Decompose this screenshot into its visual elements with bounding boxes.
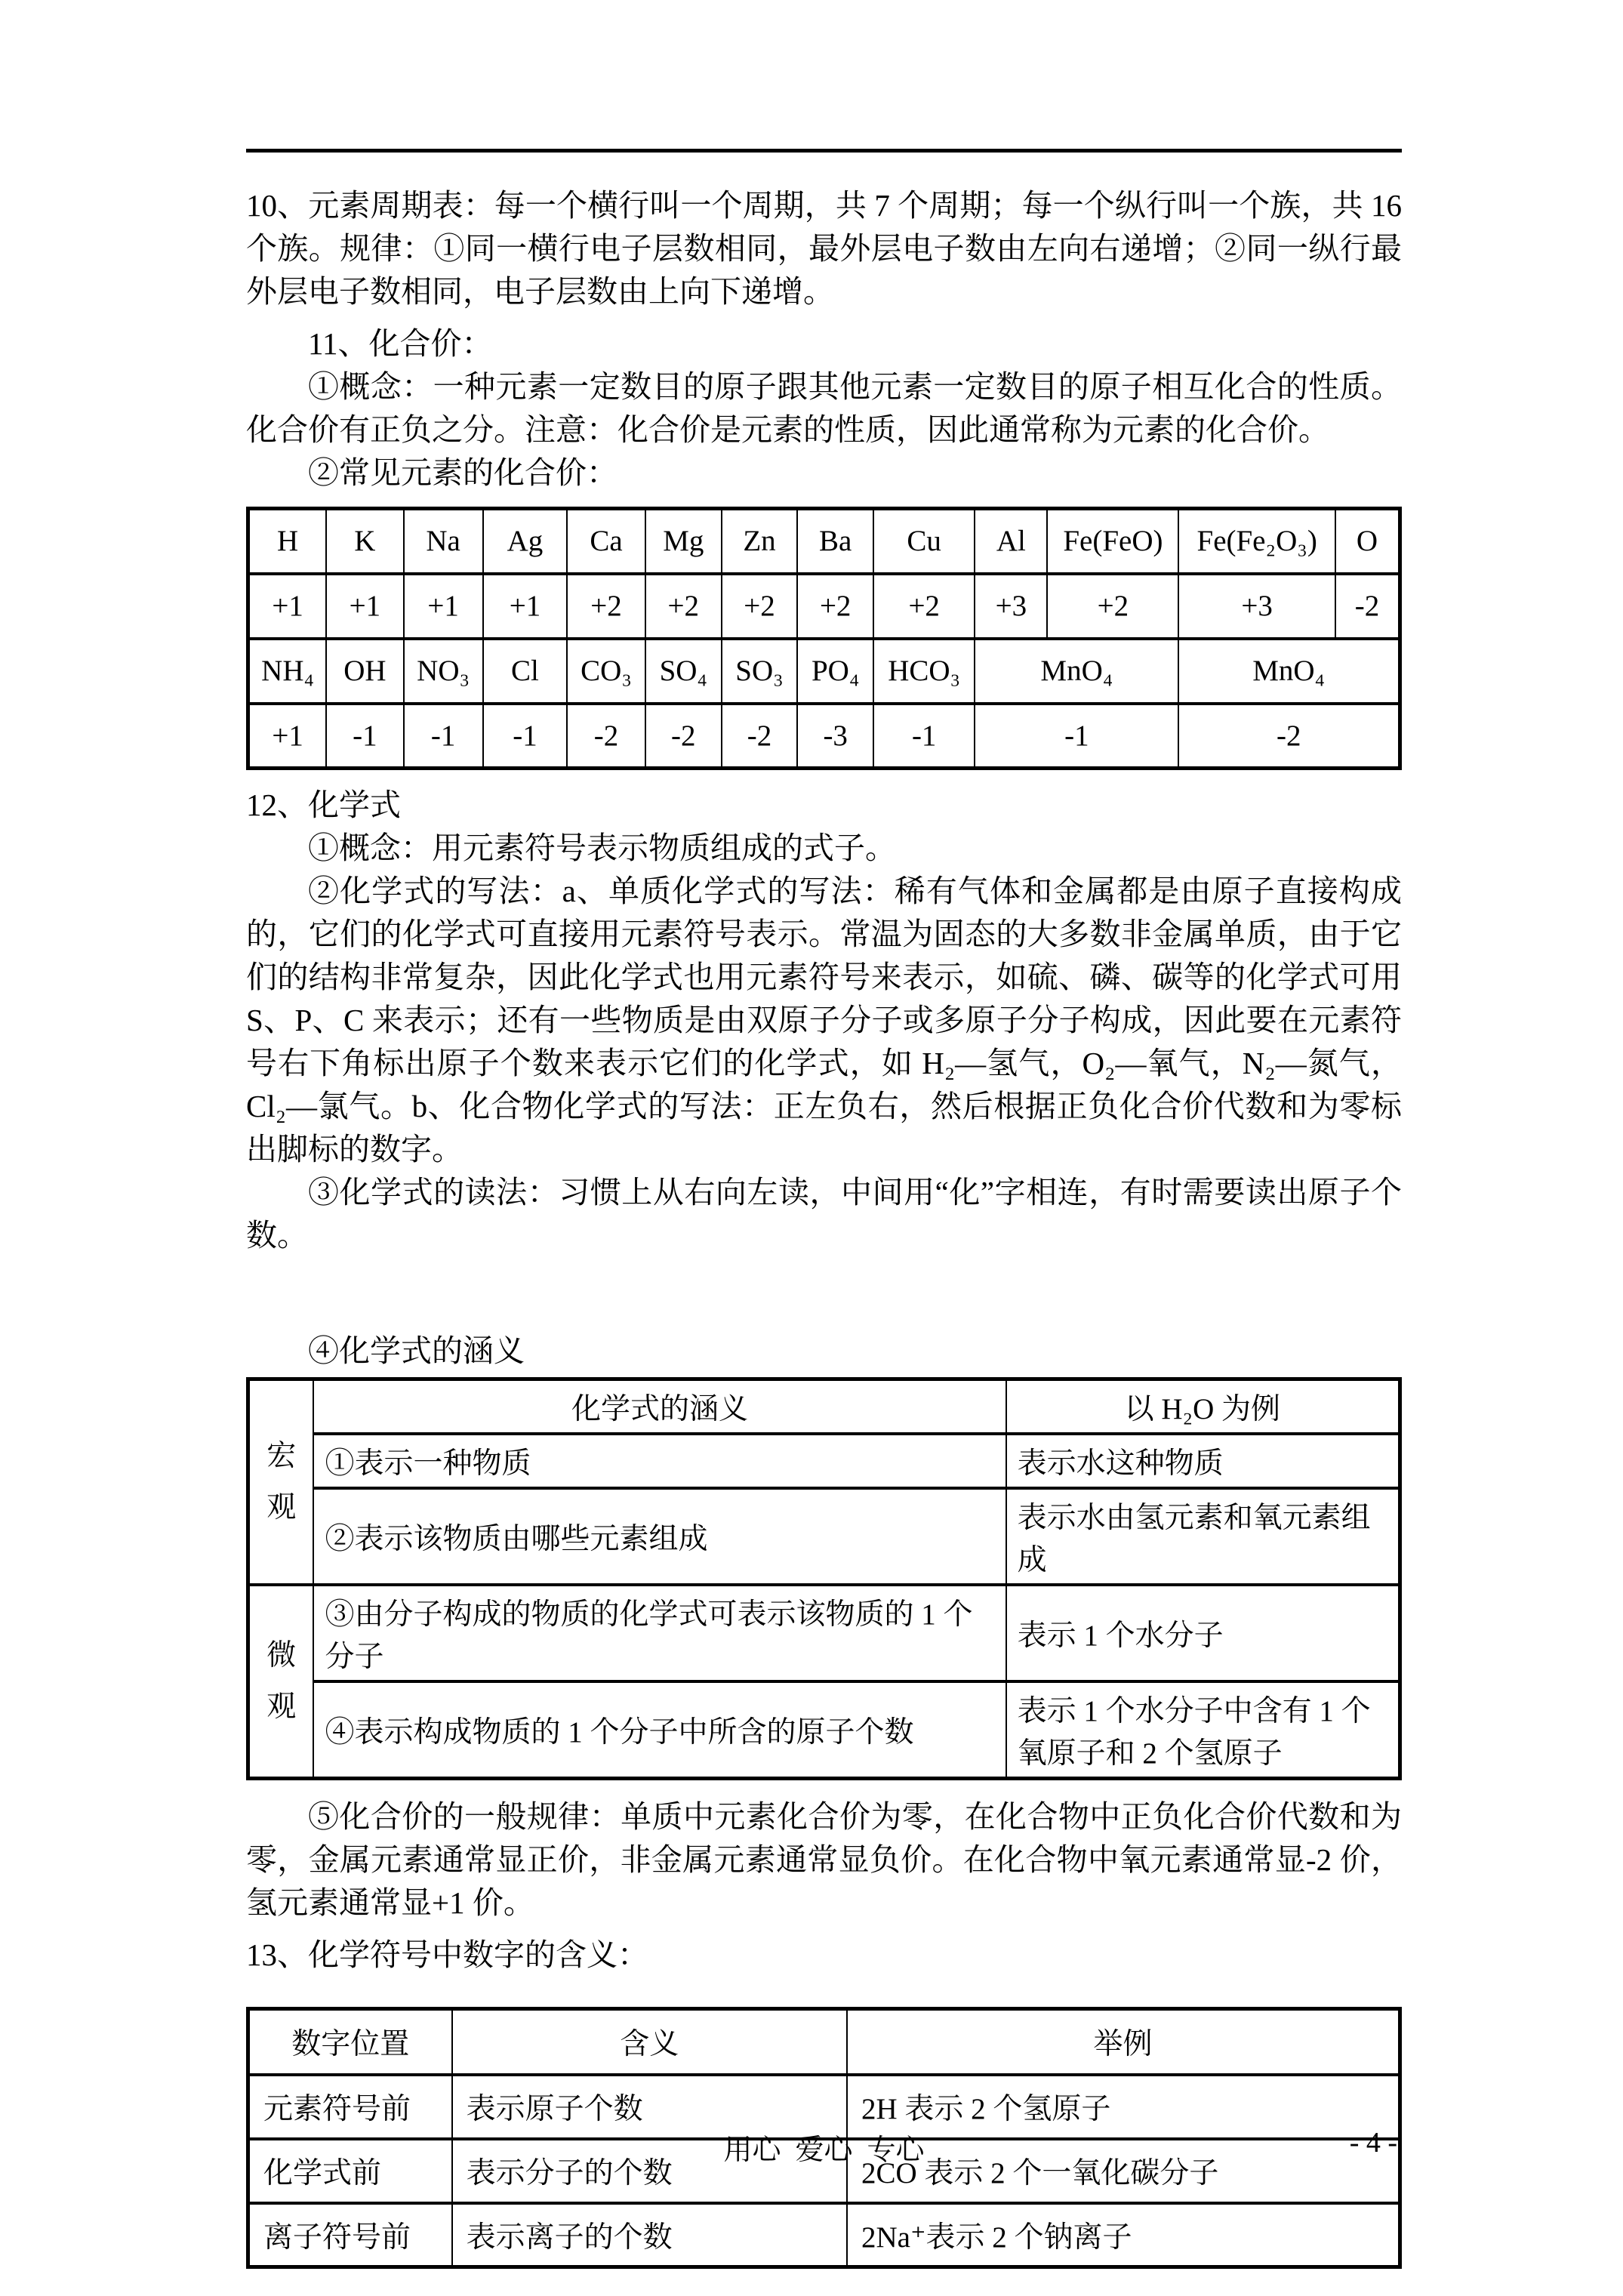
radical-cell: HCO₃ — [873, 639, 975, 704]
paragraph-number-meaning-title: 13、化学符号中数字的含义： — [246, 1937, 648, 1972]
number-example-cell: 2H 表示 2 个氢原子 — [847, 2075, 1400, 2139]
element-cell: H — [248, 509, 327, 574]
number-table-header-row — [248, 2009, 1400, 2075]
meaning-table-row — [248, 1434, 1400, 1488]
page-content — [246, 0, 1402, 2269]
meaning-cell: ④表示构成物质的 1 个分子中所含的原子个数 — [313, 1681, 1006, 1779]
element-valence-cell: +2 — [797, 574, 873, 639]
number-example-cell: 2CO 表示 2 个一氧化碳分子 — [847, 2139, 1400, 2203]
page-number: - 4 - — [1349, 2127, 1397, 2159]
valence-table-radical-row — [248, 639, 1400, 704]
column-header-cell: 含义 — [452, 2009, 847, 2075]
radical-valence-cell: +1 — [248, 704, 327, 769]
number-example-cell: 2Na⁺表示 2 个钠离子 — [847, 2203, 1400, 2267]
meaning-header-cell: 化学式的涵义 — [313, 1379, 1006, 1435]
valence-table-radical-valence-row — [248, 704, 1400, 769]
number-meaning-cell: 表示离子的个数 — [452, 2203, 847, 2267]
radical-cell: OH — [326, 639, 403, 704]
element-valence-cell: +1 — [483, 574, 567, 639]
radical-valence-cell: -2 — [1178, 704, 1400, 769]
element-cell: Na — [404, 509, 483, 574]
example-cell: 表示 1 个水分子 — [1006, 1585, 1400, 1681]
number-table-row — [248, 2203, 1400, 2267]
element-valence-cell: +2 — [1047, 574, 1178, 639]
element-cell: Ba — [797, 509, 873, 574]
radical-valence-cell: -1 — [404, 704, 483, 769]
radical-valence-cell: -1 — [483, 704, 567, 769]
column-header-cell: 数字位置 — [248, 2009, 452, 2075]
radical-valence-cell: -3 — [797, 704, 873, 769]
valence-table-element-row — [248, 509, 1400, 574]
element-cell: Al — [975, 509, 1047, 574]
example-cell: 表示水这种物质 — [1006, 1434, 1400, 1488]
radical-cell: SO₄ — [645, 639, 722, 704]
radical-valence-cell: -2 — [645, 704, 722, 769]
radical-cell: SO₃ — [722, 639, 798, 704]
radical-cell: PO₄ — [797, 639, 873, 704]
element-cell: Zn — [722, 509, 798, 574]
formula-meaning-table — [246, 1377, 1402, 1780]
element-valence-cell: +1 — [326, 574, 403, 639]
page-footer — [246, 2126, 1402, 2168]
meaning-table-header-row — [248, 1379, 1400, 1435]
number-position-cell: 离子符号前 — [248, 2203, 452, 2267]
radical-cell: MnO₄ — [975, 639, 1178, 704]
valence-table-element-valence-row — [248, 574, 1400, 639]
column-header-cell: 举例 — [847, 2009, 1400, 2075]
element-cell: Ag — [483, 509, 567, 574]
paragraph-valence-rules: ⑤化合价的一般规律：单质中元素化合价为零，在化合物中正负化合价代数和为零，金属元素通常显正价，非金属元素通常显负价。在化合物中氧元素通常显-2 价，氢元素通常显+1 价。 — [246, 1799, 1402, 1920]
element-cell: O — [1335, 509, 1400, 574]
element-valence-cell: +1 — [404, 574, 483, 639]
number-meaning-cell: 表示分子的个数 — [452, 2139, 847, 2203]
radical-cell: MnO₄ — [1178, 639, 1400, 704]
meaning-cell: ③由分子构成的物质的化学式可表示该物质的 1 个分子 — [313, 1585, 1006, 1681]
meaning-cell: ①表示一种物质 — [313, 1434, 1006, 1488]
paragraph-periodic-table: 10、元素周期表：每一个横行叫一个周期，共 7 个周期；每一个纵行叫一个族，共 16 个族。规律：①同一横行电子层数相同，最外层电子数由左向右递增；②同一纵行最外层电子数相同，电子层数由上向下递增。 — [246, 188, 1402, 309]
header-rule — [246, 149, 1402, 153]
radical-valence-cell: -1 — [326, 704, 403, 769]
element-valence-cell: +1 — [248, 574, 327, 639]
radical-valence-cell: -1 — [873, 704, 975, 769]
valence-table — [246, 507, 1402, 770]
element-valence-cell: +3 — [1178, 574, 1335, 639]
number-position-cell: 化学式前 — [248, 2139, 452, 2203]
example-cell: 表示水由氢元素和氧元素组成 — [1006, 1488, 1400, 1585]
paragraph-formula-meaning-title: ④化学式的涵义 — [308, 1333, 525, 1368]
number-position-cell: 元素符号前 — [248, 2075, 452, 2139]
element-valence-cell: +3 — [975, 574, 1047, 639]
number-meaning-cell: 表示原子个数 — [452, 2075, 847, 2139]
element-cell: Fe(Fe₂O₃) — [1178, 509, 1335, 574]
scope-macro-cell: 宏观 — [248, 1379, 314, 1586]
element-valence-cell: +2 — [567, 574, 645, 639]
paragraph-valence-title: 11、化合价： — [308, 326, 493, 361]
radical-valence-cell: -2 — [567, 704, 645, 769]
element-cell: Fe(FeO) — [1047, 509, 1178, 574]
element-valence-cell: +2 — [873, 574, 975, 639]
element-valence-cell: +2 — [645, 574, 722, 639]
radical-cell: NO₃ — [404, 639, 483, 704]
meaning-cell: ②表示该物质由哪些元素组成 — [313, 1488, 1006, 1585]
paragraph-formula-writing: ②化学式的写法：a、单质化学式的写法：稀有气体和金属都是由原子直接构成的，它们的化学式可直接用元素符号表示。常温为固态的大多数非金属单质，由于它们的结构非常复杂，因此化学式也用元素符号来表示，如硫、磷、碳等的化学式可用 S、P、C 来表示；还有一些物质是由双原子分子或多原子分子构成，因此要在元素符号右下角标出原子个数来表示它们的化学式，如 H₂—氢气，O₂—氧气，N₂—氮气，Cl₂—氯气。b、化合物化学式的写法：正左负右，然后根据正负化合价代数和为零标出脚标的数字。 — [246, 874, 1402, 1166]
meaning-table-row — [248, 1585, 1400, 1681]
example-cell: 表示 1 个水分子中含有 1 个氧原子和 2 个氢原子 — [1006, 1681, 1400, 1779]
paragraph-formula-concept: ①概念：用元素符号表示物质组成的式子。 — [308, 831, 896, 865]
footer-motto: 用心 爱心 专心 — [723, 2134, 925, 2166]
example-header-cell: 以 H₂O 为例 — [1006, 1379, 1400, 1435]
element-valence-cell: +2 — [722, 574, 798, 639]
element-cell: K — [326, 509, 403, 574]
radical-cell: NH₄ — [248, 639, 327, 704]
paragraph-common-valences-title: ②常见元素的化合价： — [308, 455, 617, 490]
paragraph-formula-title: 12、化学式 — [246, 787, 401, 822]
paragraph-formula-reading: ③化学式的读法：习惯上从右向左读，中间用“化”字相连，有时需要读出原子个数。 — [246, 1175, 1402, 1253]
element-cell: Cu — [873, 509, 975, 574]
paragraph-valence-concept: ①概念：一种元素一定数目的原子跟其他元素一定数目的原子相互化合的性质。化合价有正负之分。注意：化合价是元素的性质，因此通常称为元素的化合价。 — [246, 369, 1402, 447]
radical-cell: CO₃ — [567, 639, 645, 704]
radical-valence-cell: -1 — [975, 704, 1178, 769]
element-valence-cell: -2 — [1335, 574, 1400, 639]
radical-valence-cell: -2 — [722, 704, 798, 769]
meaning-table-row — [248, 1488, 1400, 1585]
element-cell: Mg — [645, 509, 722, 574]
radical-cell: Cl — [483, 639, 567, 704]
meaning-table-row — [248, 1681, 1400, 1779]
element-cell: Ca — [567, 509, 645, 574]
scope-micro-cell: 微观 — [248, 1585, 314, 1779]
